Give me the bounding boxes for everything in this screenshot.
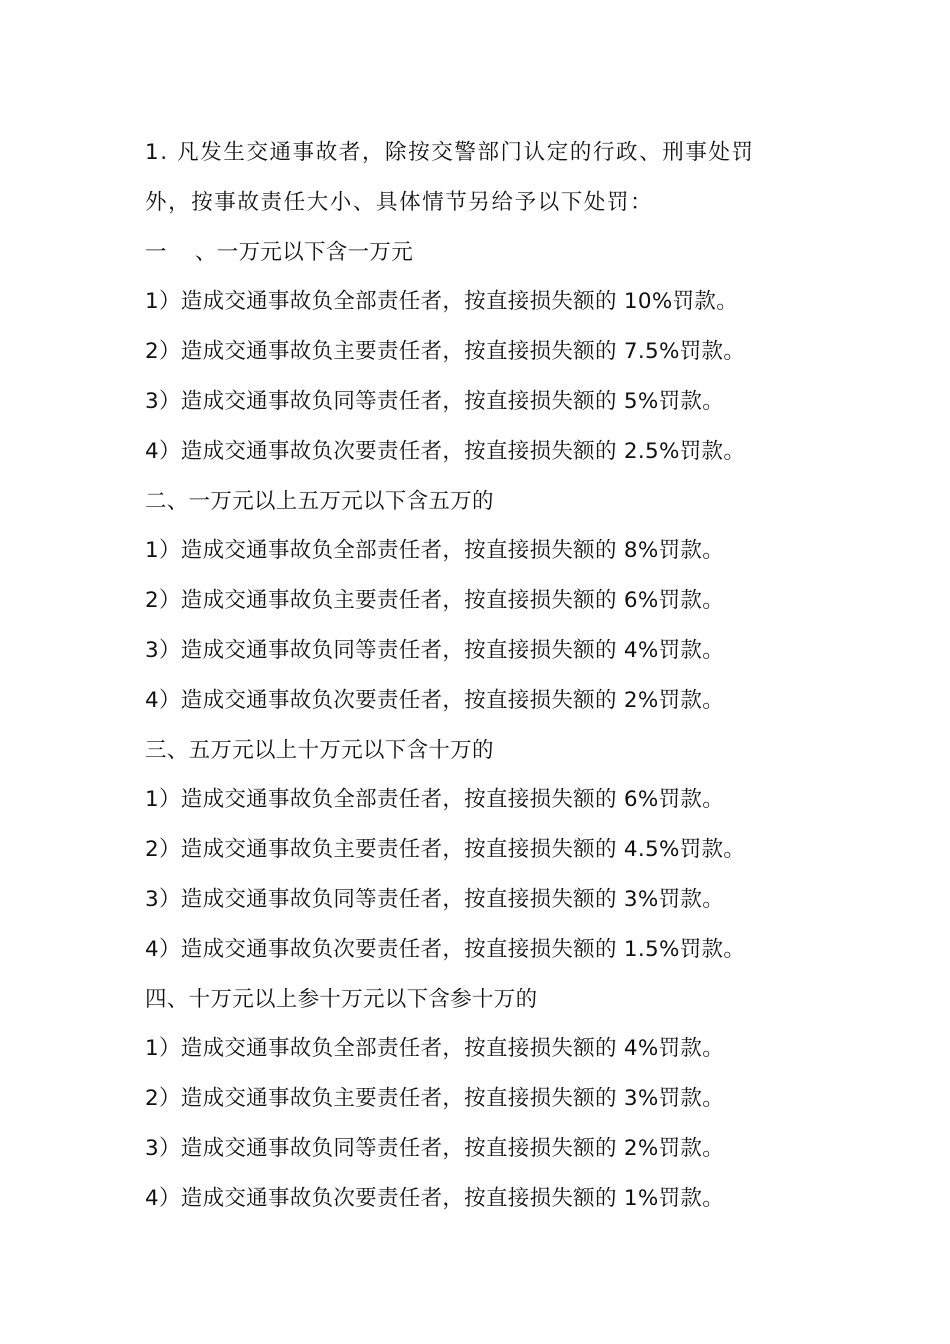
penalty-item: 2）造成交通事故负主要责任者，按直接损失额的 3%罚款。 — [145, 1086, 725, 1112]
section-heading-3: 三、五万元以上十万元以下含十万的 — [145, 737, 494, 763]
penalty-item: 2）造成交通事故负主要责任者，按直接损失额的 7.5%罚款。 — [145, 339, 746, 365]
penalty-item: 2）造成交通事故负主要责任者，按直接损失额的 4.5%罚款。 — [145, 837, 746, 863]
intro-line-2: 外，按事故责任大小、具体情节另给予以下处罚： — [145, 189, 654, 215]
section-heading-1 — [145, 228, 825, 278]
penalty-item: 3）造成交通事故负同等责任者，按直接损失额的 2%罚款。 — [145, 1135, 725, 1161]
penalty-item: 4）造成交通事故负次要责任者，按直接损失额的 2%罚款。 — [145, 687, 725, 713]
section-title-1: 、一万元以下含一万元 — [195, 239, 414, 265]
penalty-item: 1）造成交通事故负全部责任者，按直接损失额的 6%罚款。 — [145, 787, 725, 813]
penalty-item: 3）造成交通事故负同等责任者，按直接损失额的 5%罚款。 — [145, 388, 725, 414]
section-3 — [145, 726, 825, 975]
penalty-item: 2）造成交通事故负主要责任者，按直接损失额的 6%罚款。 — [145, 588, 725, 614]
section-heading-2: 二、一万元以上五万元以下含五万的 — [145, 488, 494, 514]
section-2 — [145, 477, 825, 726]
penalty-item: 1）造成交通事故负全部责任者，按直接损失额的 8%罚款。 — [145, 538, 725, 564]
penalty-item: 4）造成交通事故负次要责任者，按直接损失额的 1.5%罚款。 — [145, 936, 746, 962]
penalty-item: 1）造成交通事故负全部责任者，按直接损失额的 4%罚款。 — [145, 1036, 725, 1062]
intro-paragraph — [145, 128, 825, 228]
intro-line-1: 1. 凡发生交通事故者，除按交警部门认定的行政、刑事处罚 — [145, 140, 755, 165]
section-heading-4: 四、十万元以上参十万元以下含参十万的 — [145, 986, 538, 1012]
section-4 — [145, 975, 825, 1224]
penalty-item: 4）造成交通事故负次要责任者，按直接损失额的 2.5%罚款。 — [145, 438, 746, 464]
section-1 — [145, 228, 825, 477]
penalty-item: 1）造成交通事故负全部责任者，按直接损失额的 10%罚款。 — [145, 289, 739, 315]
section-number-1: 一 — [145, 239, 167, 265]
document-body — [145, 128, 825, 1224]
penalty-item: 4）造成交通事故负次要责任者，按直接损失额的 1%罚款。 — [145, 1185, 725, 1211]
penalty-item: 3）造成交通事故负同等责任者，按直接损失额的 3%罚款。 — [145, 886, 725, 912]
penalty-item: 3）造成交通事故负同等责任者，按直接损失额的 4%罚款。 — [145, 637, 725, 663]
